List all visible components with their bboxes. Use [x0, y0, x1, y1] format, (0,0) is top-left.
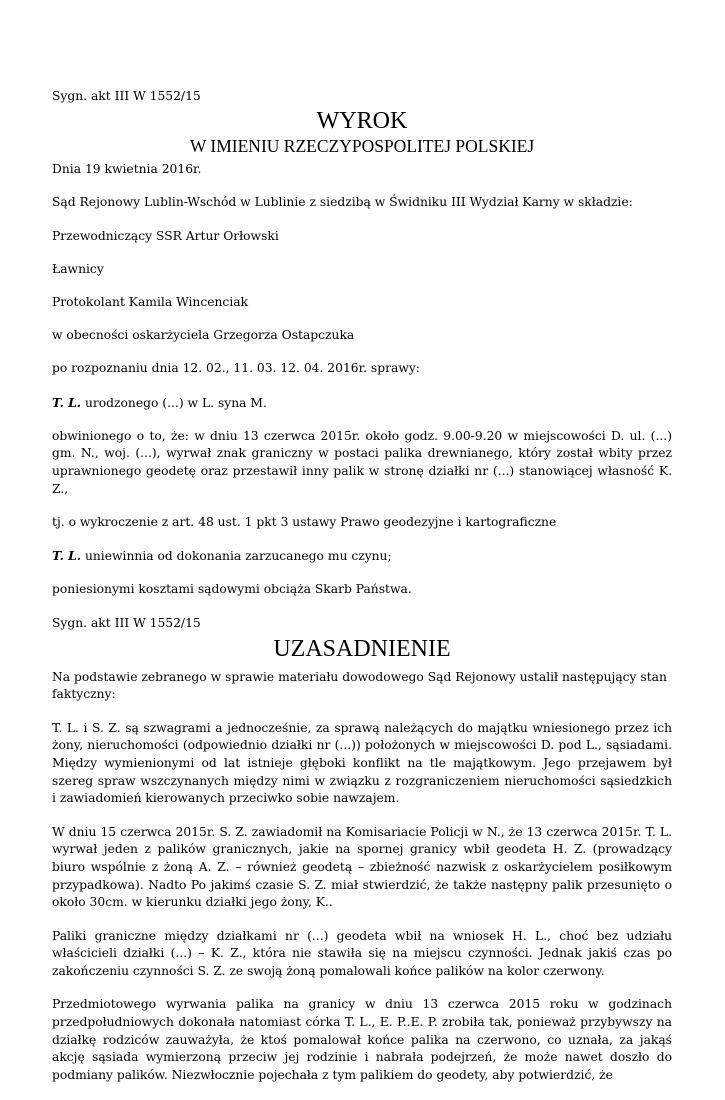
justification-title: UZASADNIENIE — [273, 636, 451, 663]
document-page — [52, 88, 672, 1100]
hearing-dates: po rozpoznaniu dnia 12. 02., 11. 03. 12. 04. 2016r. sprawy: — [52, 361, 420, 376]
justification-paragraph: T. L. i S. Z. są szwagrami a jednocześnie, za sprawą należących do majątku wniesionego przez ich żony, nieruchomości (odpowiednio działki nr (...)) położonych w miejscowości D. pod L., sąsiadami. Między wymienionymi od lat istnieje głęboki konflikt na tle majątkowym. Jego przejawem był szereg spraw wszczynanych między nimi w związku z rozgraniczeniem nieruchomości sąsiedzkich i zawiadomień kierowanych przeciwko sobie nawzajem. — [52, 720, 672, 806]
case-signature-justification: Sygn. akt III W 1552/15 — [52, 615, 201, 630]
defendant-line — [52, 394, 672, 413]
justification-paragraph: Przedmiotowego wyrwania palika na granicy w dniu 13 czerwca 2015 roku w godzinach przedpołudniowych dokonała natomiast córka T. L., E. P..E. P. zrobiła tak, ponieważ przybywszy na działkę rodziców zauważyła, że ktoś pomalował końce palika na czerwono, co uznała, za jakąś akcję sąsiada wymierzoną przeciw jej rodzinie i nabrała podejrzeń, że może nawet doszło do podmiany palików. Niezwłocznie pojechała z tym palikiem do geodety, aby potwierdzić, że — [52, 997, 672, 1083]
document-title: WYROK — [316, 107, 408, 134]
court-clerk: Protokolant Kamila Wincenciak — [52, 294, 249, 309]
verdict-defendant-name: T. L. — [52, 548, 82, 564]
justification-paragraph: Paliki graniczne między działkami nr (...) geodeta wbił na wniosek H. L., choć bez udziału właścicieli działki (...) – K. Z., która nie stawiła się na miejscu czynności. Jednak jakiś czas po zakończeniu czynności S. Z. ze swoją żoną pomalowali końce palików na kolor czerwony. — [52, 928, 672, 979]
justification-intro: Na podstawie zebranego w sprawie materiału dowodowego Sąd Rejonowy ustalił następujący stan faktyczny: — [52, 669, 667, 702]
costs-text: poniesionymi kosztami sądowymi obciąża Skarb Państwa. — [52, 582, 412, 597]
charge-text: obwinionego o to, że: w dniu 13 czerwca 2015r. około godz. 9.00-9.20 w miejscowości D. ul. (...) gm. N., woj. (...), wyrwał znak graniczny w postaci palika drewnianego, który został wbity przez uprawnionego geodetę oraz przestawił inny palik w stronę działki nr (...) stanowiącej własność K. Z., — [52, 428, 672, 496]
judgment-date: Dnia 19 kwietnia 2016r. — [52, 162, 202, 177]
defendant-details: urodzonego (...) w L. syna M. — [81, 395, 267, 410]
justification-paragraph: W dniu 15 czerwca 2015r. S. Z. zawiadomił na Komisariacie Policji w N., że 13 czerwca 2015r. T. L. wyrwał jeden z palików granicznych, jakie na spornej granicy wbił geodeta H. Z. (prowadzący biuro wspólnie z żoną A. Z. – również geodetą – zbieżność nazwisk z oskarżycielem posiłkowym przypadkowa). Nadto Po jakimś czasie S. Z. miał stwierdzić, że także następny palik przesunięto o około 30cm. w kierunku działki jego żony, K.. — [52, 824, 672, 910]
offence-text: tj. o wykroczenie z art. 48 ust. 1 pkt 3 ustawy Prawo geodezyjne i kartograficzne — [52, 515, 557, 530]
court-composition: Sąd Rejonowy Lublin-Wschód w Lublinie z siedzibą w Świdniku III Wydział Karny w składzie: — [52, 195, 633, 210]
document-subtitle: W IMIENIU RZECZYPOSPOLITEJ POLSKIEJ — [189, 136, 535, 157]
defendant-name: T. L. — [52, 394, 82, 410]
case-signature: Sygn. akt III W 1552/15 — [52, 89, 201, 103]
lay-judges: Ławnicy — [52, 261, 104, 276]
verdict-line — [52, 547, 672, 566]
prosecutor-presence: w obecności oskarżyciela Grzegorza Ostapczuka — [52, 328, 355, 343]
presiding-judge: Przewodniczący SSR Artur Orłowski — [52, 228, 279, 243]
verdict-text: uniewinnia od dokonania zarzucanego mu czynu; — [81, 549, 392, 564]
